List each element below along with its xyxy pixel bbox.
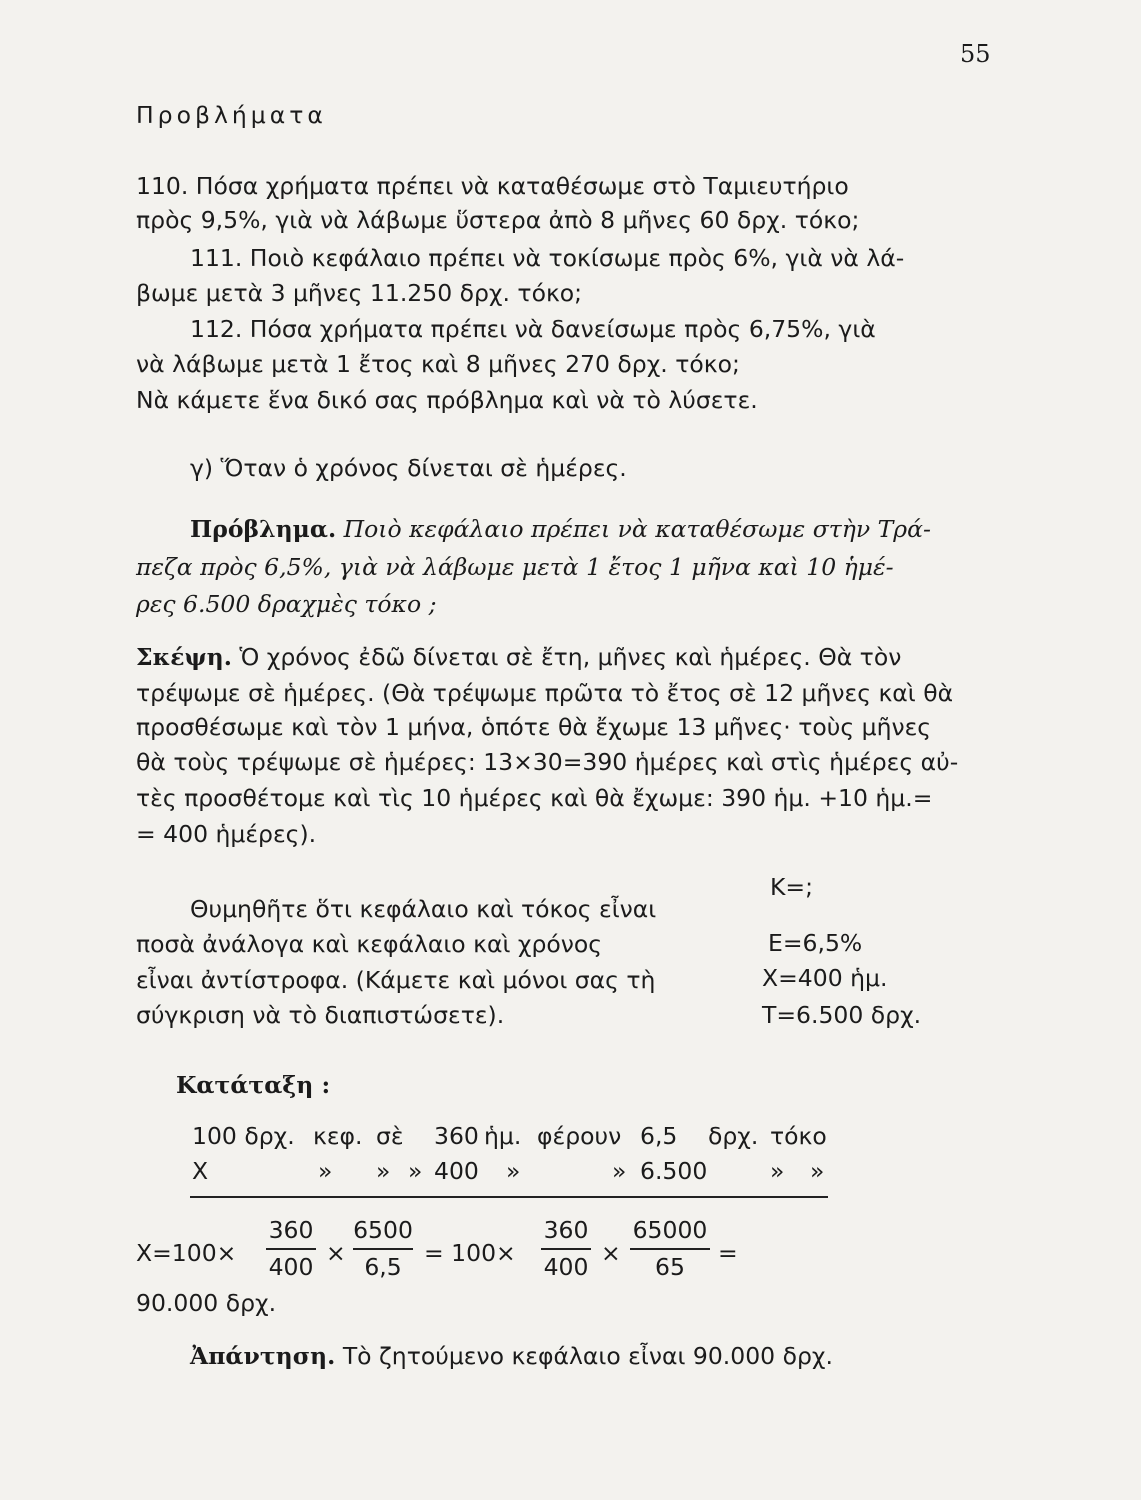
subsection-title: γ) Ὅταν ὁ χρόνος δίνεται σὲ ἡμέρες. bbox=[190, 454, 627, 482]
page-number: 55 bbox=[960, 40, 991, 68]
problem-110-line1: 110. Πόσα χρήματα πρέπει νὰ καταθέσωμε στὸ Ταμιευτήριο bbox=[136, 172, 849, 200]
arrangement-cell: » bbox=[506, 1157, 521, 1185]
thinking-label: Σκέψη. bbox=[136, 643, 232, 671]
arrangement-cell: » bbox=[318, 1157, 333, 1185]
times-sign: × bbox=[601, 1239, 621, 1267]
given-interest: T=6.500 δρχ. bbox=[762, 1001, 922, 1029]
problem-label: Πρόβλημα. bbox=[190, 515, 337, 543]
arrangement-cell: X bbox=[192, 1157, 209, 1185]
fraction-6500-6-5 bbox=[353, 1216, 413, 1281]
arrangement-cell: 400 bbox=[434, 1157, 479, 1185]
arrangement-cell: 100 δρχ. bbox=[192, 1122, 295, 1150]
reminder-line1: Θυμηθῆτε ὅτι κεφάλαιο καὶ τόκος εἶναι bbox=[190, 895, 657, 923]
answer-label: Ἀπάντηση. bbox=[190, 1342, 336, 1370]
arrangement-cell: » bbox=[376, 1157, 391, 1185]
fraction-65000-65 bbox=[630, 1216, 710, 1281]
thinking-line2: τρέψωμε σὲ ἡμέρες. (Θὰ τρέψωμε πρῶτα τὸ ἔτος σὲ 12 μῆνες καὶ θὰ bbox=[136, 679, 954, 707]
fraction-numerator: 360 bbox=[543, 1216, 589, 1244]
fraction-numerator: 6500 bbox=[353, 1216, 413, 1244]
equation-middle: = 100× bbox=[424, 1239, 516, 1267]
fraction-denominator: 65 bbox=[655, 1252, 685, 1281]
arrangement-cell: 360 bbox=[434, 1122, 479, 1150]
equals-sign: = bbox=[718, 1239, 738, 1267]
fraction-360-400 bbox=[266, 1216, 316, 1281]
thinking-line6: = 400 ἡμέρες). bbox=[136, 820, 317, 848]
reminder-line4: σύγκριση νὰ τὸ διαπιστώσετε). bbox=[136, 1001, 505, 1029]
arrangement-label: Κατάταξη : bbox=[176, 1071, 331, 1099]
equation-result: 90.000 δρχ. bbox=[136, 1289, 277, 1317]
arrangement-cell: ἡμ. bbox=[484, 1122, 522, 1150]
reminder-line3: εἶναι ἀντίστροφα. (Κάμετε καὶ μόνοι σας τὴ bbox=[136, 966, 656, 994]
arrangement-cell: » bbox=[770, 1157, 785, 1185]
arrangement-rule bbox=[190, 1196, 828, 1198]
thinking-line1: Σκέψη. Ὁ χρόνος ἐδῶ δίνεται σὲ ἔτη, μῆνες καὶ ἡμέρες. Θὰ τὸν bbox=[136, 643, 902, 671]
arrangement-cell: » bbox=[612, 1157, 627, 1185]
own-problem-prompt: Νὰ κάμετε ἕνα δικό σας πρόβλημα καὶ νὰ τὸ λύσετε. bbox=[136, 386, 758, 414]
thinking-line3: προσθέσωμε καὶ τὸν 1 μήνα, ὁπότε θὰ ἔχωμε 13 μῆνες· τοὺς μῆνες bbox=[136, 713, 932, 741]
section-heading: Προβλήματα bbox=[136, 101, 327, 129]
arrangement-cell: 6,5 bbox=[640, 1122, 678, 1150]
fraction-numerator: 65000 bbox=[632, 1216, 708, 1244]
reminder-line2: ποσὰ ἀνάλογα καὶ κεφάλαιο καὶ χρόνος bbox=[136, 930, 603, 958]
problem-statement-line3: ρες 6.500 δραχμὲς τόκο ; bbox=[136, 590, 437, 618]
arrangement-cell: τόκο bbox=[770, 1122, 827, 1150]
arrangement-cell: κεφ. bbox=[313, 1122, 363, 1150]
fraction-denominator: 400 bbox=[268, 1252, 314, 1281]
fraction-numerator: 360 bbox=[268, 1216, 314, 1244]
answer-text: Τὸ ζητούμενο κεφάλαιο εἶναι 90.000 δρχ. bbox=[342, 1342, 833, 1370]
fraction-360-400-second bbox=[541, 1216, 591, 1281]
arrangement-cell: 6.500 bbox=[640, 1157, 708, 1185]
problem-110-line2: πρὸς 9,5%, γιὰ νὰ λάβωμε ὕστερα ἀπὸ 8 μῆνες 60 δρχ. τόκο; bbox=[136, 206, 860, 234]
problem-112-line1: 112. Πόσα χρήματα πρέπει νὰ δανείσωμε πρὸς 6,75%, γιὰ bbox=[190, 315, 876, 343]
fraction-denominator: 400 bbox=[543, 1252, 589, 1281]
thinking-line4: θὰ τοὺς τρέψωμε σὲ ἡμέρες: 13×30=390 ἡμέρες καὶ στὶς ἡμέρες αὐ- bbox=[136, 748, 959, 776]
arrangement-cell: σὲ bbox=[376, 1122, 404, 1150]
arrangement-cell: » bbox=[810, 1157, 825, 1185]
problem-statement-line2: πεζα πρὸς 6,5%, γιὰ νὰ λάβωμε μετὰ 1 ἔτος 1 μῆνα καὶ 10 ἡμέ- bbox=[136, 553, 894, 581]
problem-statement-line1: Πρόβλημα. Ποιὸ κεφάλαιο πρέπει νὰ καταθέσωμε στὴν Τρά- bbox=[190, 515, 931, 543]
given-time: X=400 ἡμ. bbox=[762, 964, 888, 992]
arrangement-cell: δρχ. bbox=[708, 1122, 759, 1150]
times-sign: × bbox=[326, 1239, 346, 1267]
answer-line bbox=[190, 1342, 833, 1370]
problem-111-line2: βωμε μετὰ 3 μῆνες 11.250 δρχ. τόκο; bbox=[136, 279, 583, 307]
problem-112-line2: νὰ λάβωμε μετὰ 1 ἔτος καὶ 8 μῆνες 270 δρχ. τόκο; bbox=[136, 350, 740, 378]
given-rate: E=6,5% bbox=[768, 929, 863, 957]
arrangement-cell: » bbox=[408, 1157, 423, 1185]
thinking-line5: τὲς προσθέτομε καὶ τὶς 10 ἡμέρες καὶ θὰ ἔχωμε: 390 ἡμ. +10 ἡμ.= bbox=[136, 784, 933, 812]
equation-lhs: X=100× bbox=[136, 1239, 237, 1267]
fraction-denominator: 6,5 bbox=[364, 1252, 402, 1281]
problem-111-line1: 111. Ποιὸ κεφάλαιο πρέπει νὰ τοκίσωμε πρὸς 6%, γιὰ νὰ λά- bbox=[190, 244, 905, 272]
given-capital: K=; bbox=[770, 873, 814, 901]
arrangement-cell: φέρουν bbox=[537, 1122, 622, 1150]
